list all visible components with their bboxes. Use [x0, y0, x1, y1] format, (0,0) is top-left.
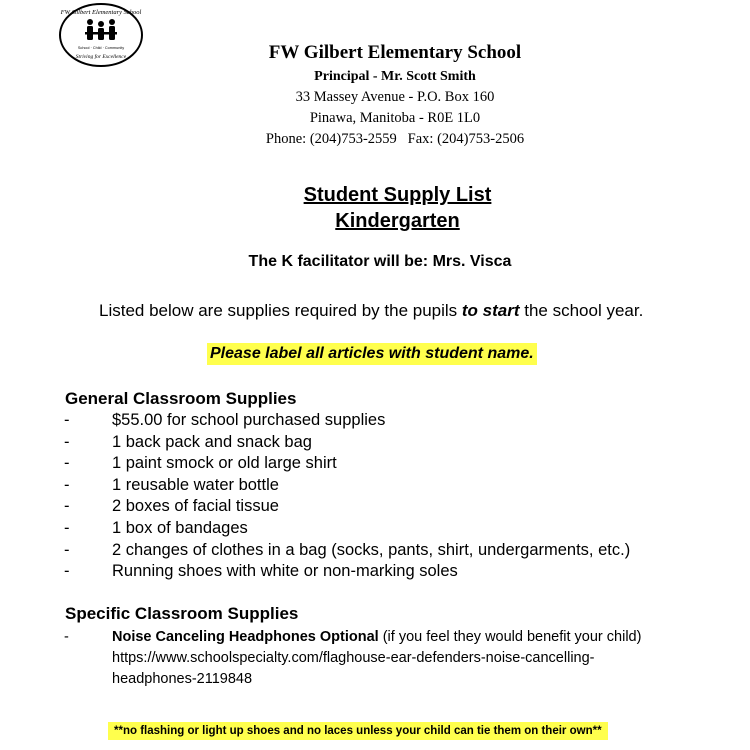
principal-line: Principal - Mr. Scott Smith	[314, 69, 476, 84]
title-line-1: Student Supply List	[303, 184, 492, 206]
letterhead	[230, 40, 560, 150]
school-logo	[58, 2, 144, 68]
specific-item	[64, 627, 714, 690]
headphones-label: Noise Canceling Headphones Optional	[112, 629, 379, 645]
label-notice: Please label all articles with student name.	[207, 343, 537, 365]
footer-note: **no flashing or light up shoes and no laces unless your child can tie them on their own**	[108, 722, 608, 740]
item-text: $55.00 for school purchased supplies	[112, 411, 386, 429]
intro-text	[99, 301, 643, 321]
address-line-1: 33 Massey Avenue - P.O. Box 160	[295, 89, 495, 105]
logo-emblem-icon	[58, 2, 144, 68]
intro-after: the school year.	[519, 301, 644, 320]
list-item	[64, 453, 630, 475]
intro-before: Listed below are supplies required by the pupils	[99, 301, 462, 320]
list-item	[64, 518, 630, 540]
headphones-url-line-2[interactable]: headphones-2119848	[112, 671, 253, 687]
dash-bullet: -	[64, 497, 70, 516]
list-item	[64, 432, 630, 454]
dash-bullet: -	[64, 629, 69, 645]
item-text: Running shoes with white or non-marking soles	[112, 562, 458, 581]
logo-text-bottom: Striving for Excellence	[75, 54, 127, 60]
dash-bullet: -	[64, 518, 70, 537]
item-text: 2 boxes of facial tissue	[112, 497, 279, 516]
item-text: 1 box of bandages	[112, 518, 248, 537]
intro-emphasis: to start	[461, 301, 520, 320]
dash-bullet: -	[64, 540, 70, 559]
address-line-2: Pinawa, Manitoba - R0E 1L0	[309, 110, 481, 126]
headphones-note: (if you feel they would benefit your child)	[378, 629, 642, 645]
general-heading: General Classroom Supplies	[65, 389, 297, 408]
item-text: 1 reusable water bottle	[112, 475, 279, 494]
logo-text-top: FW Gilbert Elementary School	[60, 9, 142, 16]
item-text: 1 back pack and snack bag	[112, 432, 312, 451]
school-name: FW Gilbert Elementary School	[268, 42, 522, 63]
dash-bullet: -	[64, 562, 70, 581]
phone-fax-line: Phone: (204)753-2559 Fax: (204)753-2506	[265, 131, 525, 147]
list-item	[64, 496, 630, 518]
logo-text-mid: School · Child · Community	[77, 46, 125, 50]
specific-heading: Specific Classroom Supplies	[65, 604, 299, 623]
dash-bullet: -	[64, 432, 70, 451]
title-line-2: Kindergarten	[335, 210, 460, 232]
list-item	[64, 561, 630, 583]
dash-bullet: -	[64, 454, 70, 473]
list-item	[64, 475, 630, 497]
list-item	[64, 540, 630, 562]
item-text: 2 changes of clothes in a bag (socks, pants, shirt, undergarments, etc.)	[112, 540, 631, 559]
general-supply-list	[64, 410, 630, 583]
dash-bullet: -	[64, 411, 70, 429]
item-text: 1 paint smock or old large shirt	[112, 454, 337, 473]
headphones-line	[64, 627, 714, 648]
headphones-url-line-1[interactable]: https://www.schoolspecialty.com/flaghouse-ear-defenders-noise-cancelling-	[112, 650, 595, 666]
list-item	[64, 410, 630, 432]
dash-bullet: -	[64, 475, 70, 494]
facilitator-line: The K facilitator will be: Mrs. Visca	[248, 253, 512, 270]
